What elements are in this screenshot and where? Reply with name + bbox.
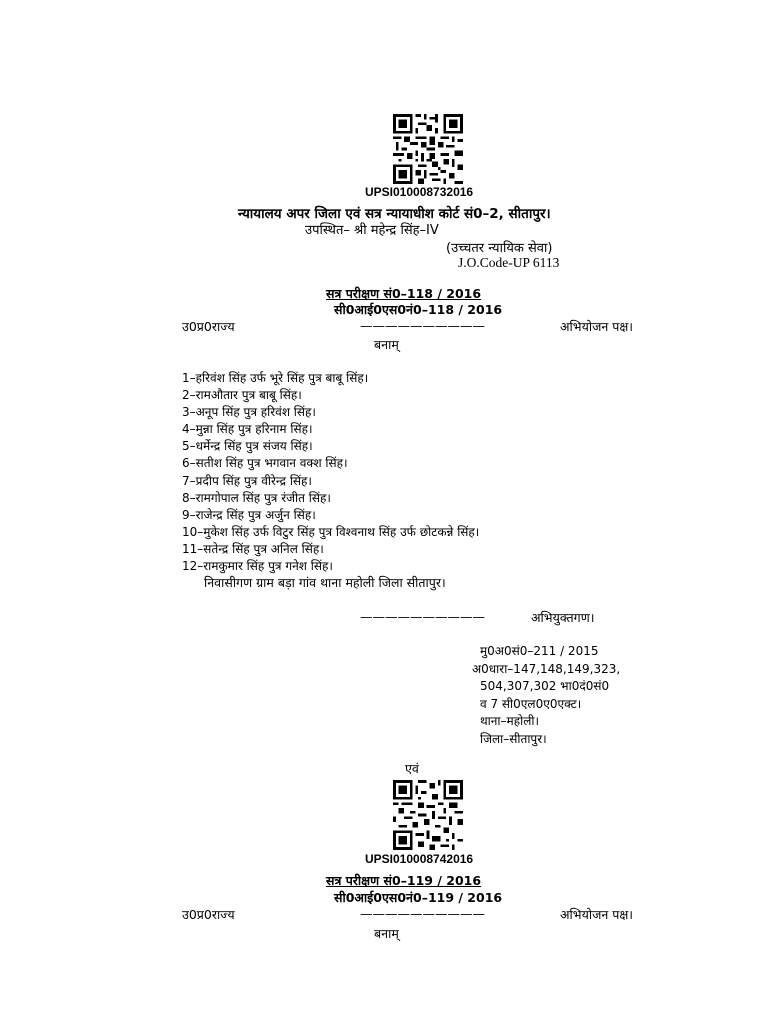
versus-2: बनाम् — [374, 926, 399, 941]
case-code-1: UPSI010008732016 — [365, 185, 474, 199]
and-connector: एवं — [405, 761, 419, 776]
accused-item: 9–राजेन्द्र सिंह पुत्र अर्जुन सिंह। — [182, 507, 316, 522]
accused-item: 10–मुकेश सिंह उर्फ विटुर सिंह पुत्र विश्वनाथ सिंह उर्फ छोटकन्ने सिंह। — [182, 524, 480, 539]
accused-item: 7–प्रदीप सिंह पुत्र वीरेन्द्र सिंह। — [182, 473, 312, 488]
versus-1: बनाम् — [374, 337, 399, 352]
dash-line-accused: —————————— — [360, 609, 485, 624]
case-number-2: सत्र परीक्षण सं0–119 / 2016 — [326, 873, 482, 888]
accused-list — [182, 370, 479, 575]
dash-line-1: —————————— — [360, 318, 485, 333]
police-station: थाना–महोली। — [480, 714, 539, 729]
accused-item: 12–रामकुमार सिंह पुत्र गनेश सिंह। — [182, 559, 333, 574]
sections-line: अ0धारा–147,148,149,323, — [472, 661, 621, 676]
accused-item: 8–रामगोपाल सिंह पुत्र रंजीत सिंह। — [182, 490, 331, 505]
accused-item: 2–रामऔतार पुत्र बाबू सिंह। — [182, 388, 302, 403]
jo-code: J.O.Code-UP 6113 — [458, 255, 560, 270]
case-number-1: सत्र परीक्षण सं0–118 / 2016 — [326, 286, 482, 301]
residence-line: निवासीगण ग्राम बड़ा गांव थाना महोली जिला सीतापुर। — [204, 575, 446, 590]
accused-item: 3–अनूप सिंह पुत्र हरिवंश सिंह। — [182, 405, 316, 420]
accused-item: 4–मुन्ना सिंह पुत्र हरिनाम सिंह। — [182, 422, 313, 437]
act-line: व 7 सी0एल0ए0एक्ट। — [480, 696, 582, 711]
district: जिला–सीतापुर। — [480, 731, 547, 746]
state-party-2: उ0प्र0राज्य — [182, 907, 235, 922]
dash-line-2: —————————— — [360, 906, 485, 921]
sections-line: 504,307,302 भा0दं0सं0 — [480, 679, 610, 694]
case-details — [472, 643, 621, 749]
court-heading: न्यायालय अपर जिला एवं सत्र न्यायाधीश कोर्ट सं0–2, सीतापुर। — [238, 206, 551, 222]
accused-item: 5–धर्मेन्द्र सिंह पुत्र संजय सिंह। — [182, 439, 313, 454]
qr-code-2 — [388, 780, 468, 850]
presiding-officer: उपस्थित– श्री महेन्द्र सिंह–IV — [305, 223, 439, 238]
cis-number-2: सी0आई0एस0नं0–119 / 2016 — [334, 890, 503, 905]
crime-number: मु0अ0सं0–211 / 2015 — [480, 644, 599, 658]
accused-label: अभियुक्तगण। — [531, 610, 595, 625]
case-code-2: UPSI010008742016 — [365, 852, 474, 866]
accused-item: 6–सतीश सिंह पुत्र भगवान वक्श सिंह। — [182, 456, 348, 471]
state-party-1: उ0प्र0राज्य — [182, 319, 235, 334]
accused-item: 1–हरिवंश सिंह उर्फ भूरे सिंह पुत्र बाबू सिंह। — [182, 371, 369, 385]
judicial-service: (उच्चतर न्यायिक सेवा) — [446, 241, 553, 256]
prosecution-label-1: अभियोजन पक्ष। — [560, 319, 634, 334]
cis-number-1: सी0आई0एस0नं0–118 / 2016 — [334, 302, 503, 317]
prosecution-label-2: अभियोजन पक्ष। — [560, 907, 634, 922]
qr-code-1 — [388, 114, 468, 184]
accused-item: 11–सतेन्द्र सिंह पुत्र अनिल सिंह। — [182, 541, 324, 556]
